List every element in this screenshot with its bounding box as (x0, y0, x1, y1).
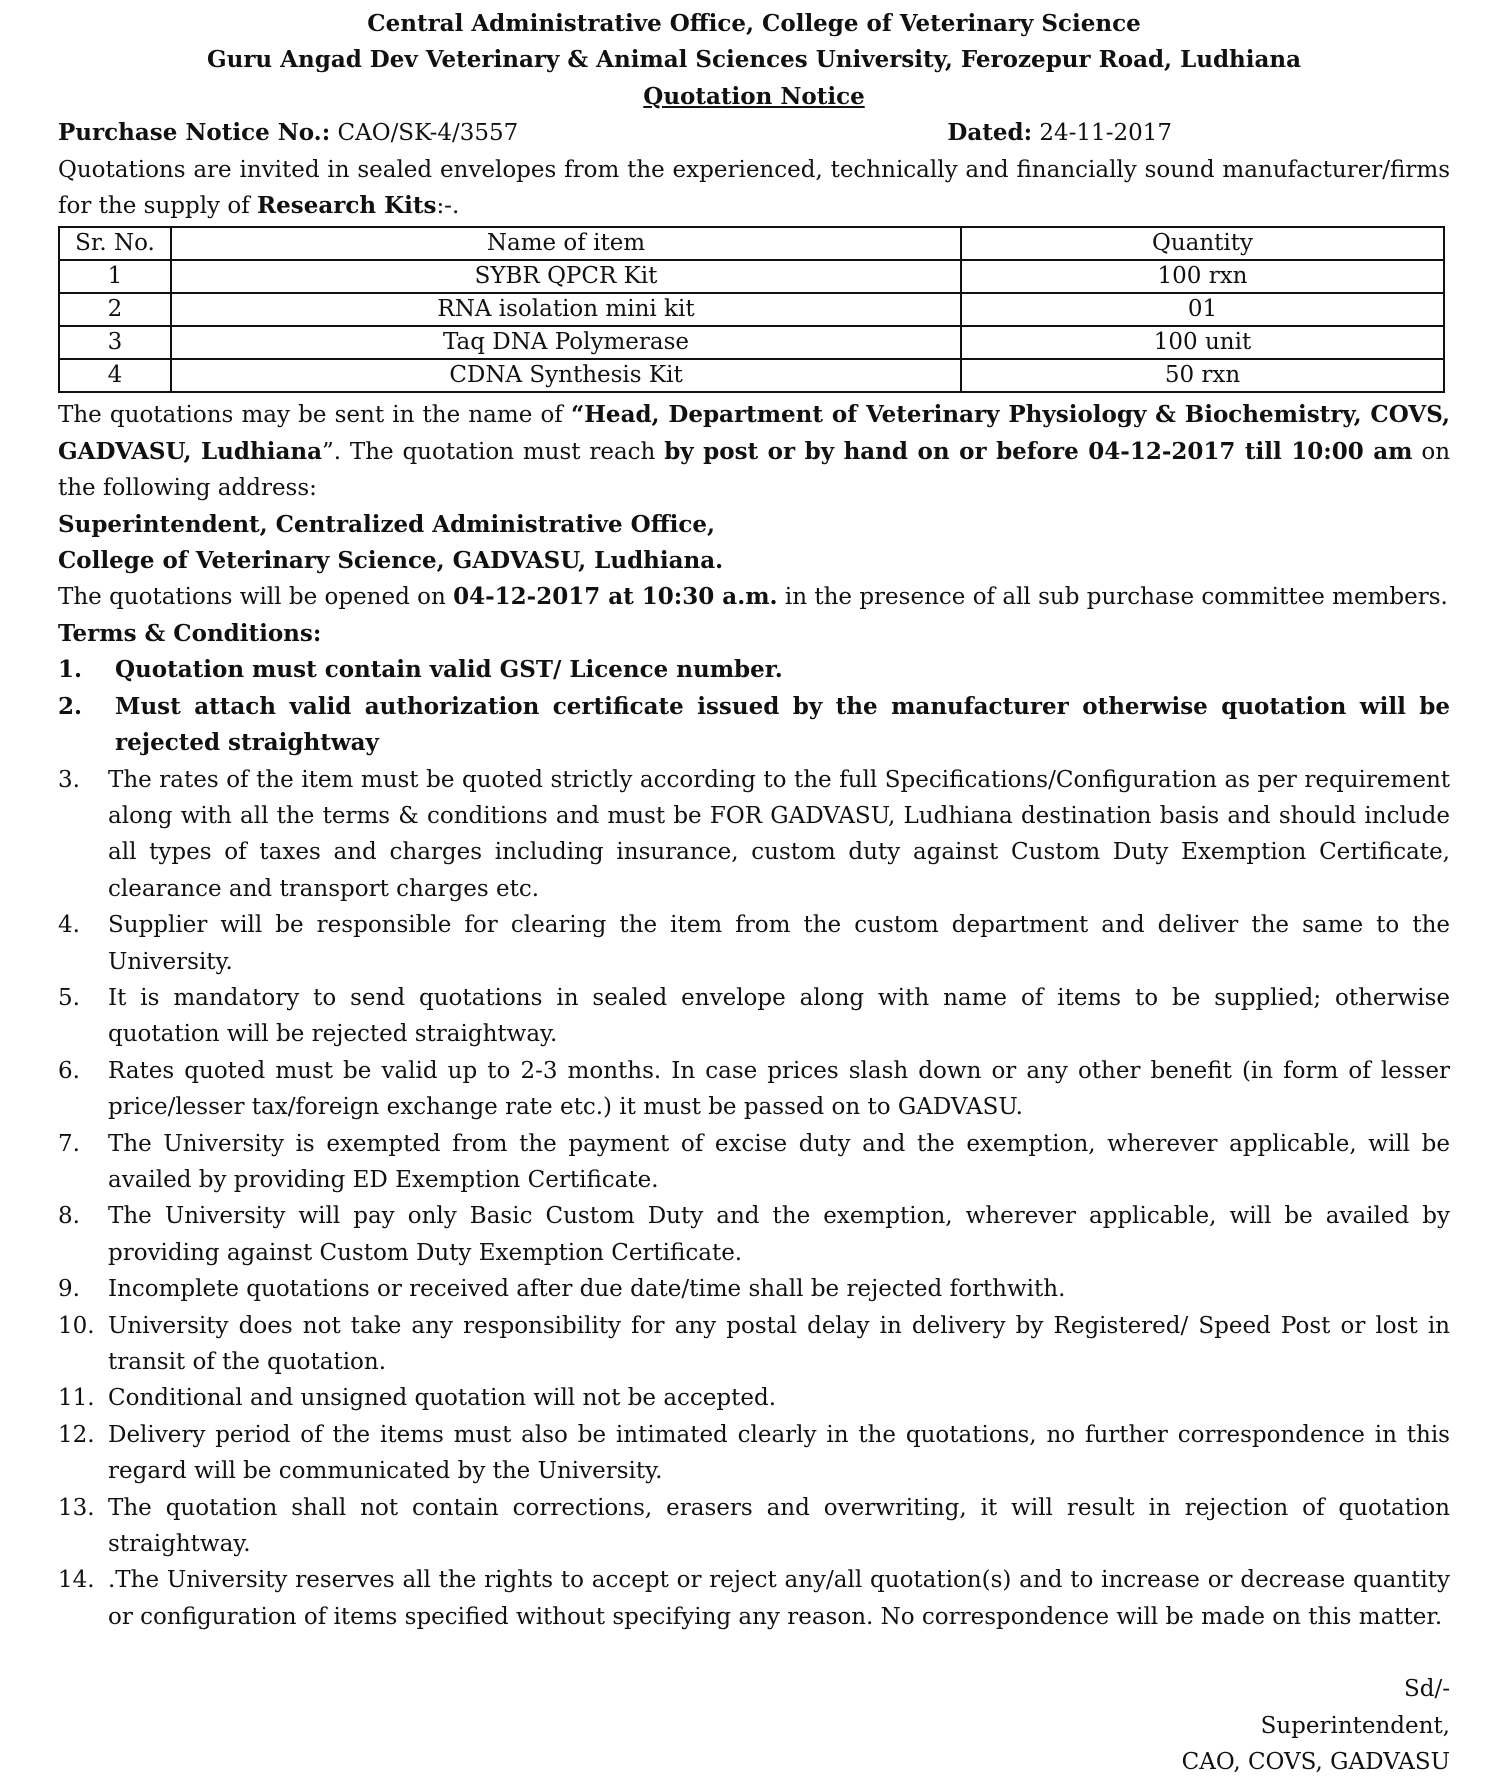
intro-text: Quotations are invited in sealed envelopes from the experienced, technically and financially sound manufacturer/firms for the supply of (58, 156, 1450, 220)
list-item (58, 1490, 1450, 1563)
term-text: The rates of the item must be quoted strictly according to the full Specifications/Configuration as per requirement along with all the terms & conditions and must be FOR GADVASU, Ludhiana destination basis and should include all types of taxes and charges including insurance, custom duty against Custom Duty Exemption Certificate, clearance and transport charges etc. (108, 766, 1450, 902)
cell-item-name: SYBR QPCR Kit (171, 260, 961, 293)
opening-paragraph (58, 579, 1450, 615)
table-row (59, 293, 1444, 326)
submission-deadline: by post or by hand on or before 04-12-2017 till 10:00 am (664, 437, 1413, 465)
submission-text-1: The quotations may be sent in the name of (58, 402, 571, 429)
term-number: 5. (58, 984, 80, 1011)
list-item (58, 1271, 1450, 1307)
cell-quantity: 100 rxn (961, 260, 1444, 293)
list-item (58, 1126, 1450, 1199)
intro-tail: :-. (436, 193, 460, 220)
table-row (59, 260, 1444, 293)
cell-item-name: CDNA Synthesis Kit (171, 359, 961, 392)
document-header (58, 6, 1450, 115)
term-text: Quotation must contain valid GST/ Licence number. (115, 656, 783, 684)
cell-sr-no: 1 (59, 260, 171, 293)
list-item (58, 1308, 1450, 1381)
cell-quantity: 01 (961, 293, 1444, 326)
address-block (58, 507, 1450, 580)
signature-sd: Sd/- (1404, 1676, 1450, 1703)
term-text: Conditional and unsigned quotation will not be accepted. (108, 1385, 777, 1412)
address-line-1: Superintendent, Centralized Administrative Office, (58, 510, 715, 538)
terms-list (58, 652, 1450, 1635)
term-number: 10. (58, 1312, 95, 1339)
column-header-sr-no: Sr. No. (59, 227, 171, 260)
term-text: The University will pay only Basic Custom Duty and the exemption, wherever applicable, will be availed by providing against Custom Duty Exemption Certificate. (108, 1203, 1450, 1266)
signature-block (58, 1671, 1450, 1780)
university-title: Guru Angad Dev Veterinary & Animal Sciences University, Ferozepur Road, Ludhiana (206, 46, 1302, 74)
cell-item-name: RNA isolation mini kit (171, 293, 961, 326)
term-text: Incomplete quotations or received after due date/time shall be rejected forthwith. (108, 1276, 1066, 1303)
opening-text-2: in the presence of all sub purchase committee members. (777, 584, 1448, 611)
submission-text-3: on the following address: (58, 438, 1451, 502)
column-header-quantity: Quantity (961, 227, 1444, 260)
table-header-row (59, 227, 1444, 260)
list-item (58, 1562, 1450, 1635)
term-number: 1. (58, 656, 83, 684)
term-text: .The University reserves all the rights to accept or reject any/all quotation(s) and to increase or decrease quantity or configuration of items specified without specifying any reason. No correspondence will be made on this matter. (108, 1567, 1450, 1630)
term-number: 9. (58, 1276, 80, 1303)
term-number: 12. (58, 1421, 95, 1448)
signature-designation: Superintendent, (1260, 1712, 1450, 1739)
term-text: University does not take any responsibility for any postal delay in delivery by Registered/ Speed Post or lost in transit of the quotation. (108, 1312, 1450, 1375)
term-number: 14. (58, 1567, 95, 1594)
submission-text-2: ”. The quotation must reach (321, 438, 665, 465)
notice-info-line (58, 115, 1450, 151)
date-value: 24-11-2017 (1032, 120, 1172, 147)
cell-quantity: 100 unit (961, 326, 1444, 359)
terms-title: Terms & Conditions: (58, 619, 322, 647)
list-item (58, 907, 1450, 980)
signature-office: CAO, COVS, GADVASU (1181, 1749, 1450, 1776)
purchase-notice-number (58, 115, 518, 151)
office-title: Central Administrative Office, College of Veterinary Science (367, 10, 1141, 37)
intro-paragraph (58, 152, 1450, 225)
items-table (58, 226, 1445, 393)
term-number: 2. (58, 692, 83, 720)
intro-bold-text: Research Kits (257, 192, 437, 220)
list-item (58, 1198, 1450, 1271)
term-number: 4. (58, 912, 80, 939)
term-number: 13. (58, 1494, 95, 1521)
address-line-2: College of Veterinary Science, GADVASU, Ludhiana. (58, 547, 724, 575)
opening-datetime: 04-12-2017 at 10:30 a.m. (453, 583, 778, 611)
list-item (58, 1380, 1450, 1416)
cell-sr-no: 3 (59, 326, 171, 359)
submission-paragraph (58, 397, 1450, 506)
term-text: Supplier will be responsible for clearing the item from the custom department and deliver the same to the University. (108, 912, 1450, 975)
date-label: Dated: (947, 119, 1033, 147)
term-number: 6. (58, 1057, 80, 1084)
cell-item-name: Taq DNA Polymerase (171, 326, 961, 359)
table-row (59, 326, 1444, 359)
column-header-item-name: Name of item (171, 227, 961, 260)
list-item (58, 1053, 1450, 1126)
opening-text-1: The quotations will be opened on (58, 584, 454, 611)
purchase-notice-value: CAO/SK-4/3557 (330, 120, 519, 147)
list-item (58, 1417, 1450, 1490)
term-text: The University is exempted from the payment of excise duty and the exemption, wherever applicable, will be availed by providing ED Exemption Certificate. (108, 1130, 1450, 1193)
term-text: The quotation shall not contain corrections, erasers and overwriting, it will result in rejection of quotation straightway. (108, 1494, 1450, 1558)
cell-sr-no: 4 (59, 359, 171, 392)
list-item (58, 762, 1450, 908)
purchase-notice-label: Purchase Notice No.: (58, 119, 331, 147)
term-text: Must attach valid authorization certificate issued by the manufacturer otherwise quotation will be rejected straightway (115, 692, 1450, 757)
quotation-notice-page (58, 6, 1450, 1780)
table-row (59, 359, 1444, 392)
cell-quantity: 50 rxn (961, 359, 1444, 392)
cell-sr-no: 2 (59, 293, 171, 326)
term-number: 7. (58, 1130, 80, 1157)
list-item (58, 980, 1450, 1053)
notice-date (947, 115, 1450, 151)
term-text: Rates quoted must be valid up to 2-3 months. In case prices slash down or any other benefit (in form of lesser price/lesser tax/foreign exchange rate etc.) it must be passed on to GADVASU. (108, 1057, 1450, 1121)
submission-addressee: “Head, Department of Veterinary Physiology & Biochemistry, COVS, GADVASU, Ludhiana (58, 401, 1450, 465)
list-item (58, 652, 1450, 688)
notice-title: Quotation Notice (643, 82, 865, 110)
term-number: 8. (58, 1203, 80, 1230)
term-text: Delivery period of the items must also be intimated clearly in the quotations, no further correspondence in this regard will be communicated by the University. (108, 1421, 1450, 1485)
term-number: 3. (58, 766, 80, 793)
term-text: It is mandatory to send quotations in sealed envelope along with name of items to be supplied; otherwise quotation will be rejected straightway. (108, 984, 1450, 1048)
list-item (58, 689, 1450, 762)
term-number: 11. (58, 1385, 95, 1412)
